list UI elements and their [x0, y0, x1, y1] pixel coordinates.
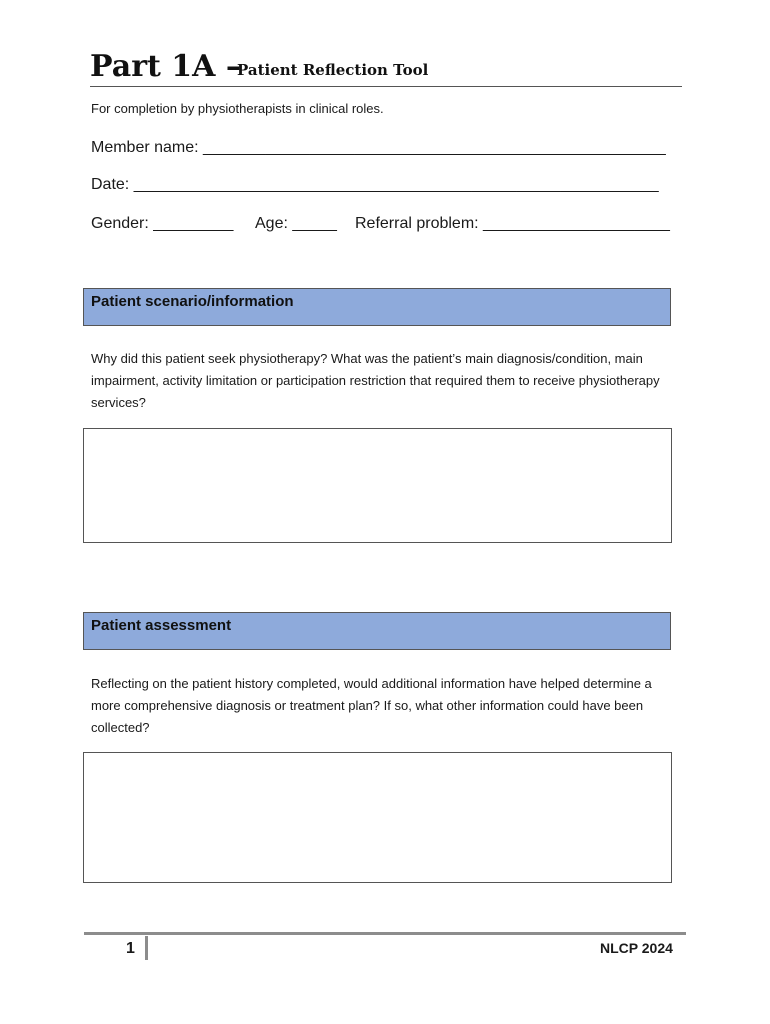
section-header-patient-scenario	[83, 288, 671, 326]
referral-problem-field[interactable]: Referral problem: _____________________	[355, 215, 670, 232]
member-name-field[interactable]: Member name: ____________________________________________________	[91, 139, 666, 156]
age-field[interactable]: Age: _____	[255, 215, 337, 232]
section-heading: Patient assessment	[91, 617, 232, 634]
question-patient-scenario: Why did this patient seek physiotherapy? What was the patient’s main diagnosis/condition, main impairment, activity limitation or participation restriction that required them to receive physiotherapy services?	[91, 351, 660, 410]
date-field[interactable]: Date: ___________________________________________________________	[91, 176, 659, 193]
section-header-patient-assessment	[83, 612, 671, 650]
question-patient-assessment: Reflecting on the patient history completed, would additional information have helped determine a more comprehensive diagnosis or treatment plan? If so, what other information could have been collected?	[91, 676, 652, 735]
page-title-block	[90, 48, 682, 87]
intro-text: For completion by physiotherapists in clinical roles.	[91, 101, 384, 116]
answer-box-patient-assessment[interactable]	[83, 752, 672, 883]
page-title: Part 1A –	[90, 49, 241, 84]
page-subtitle: Patient Reflection Tool	[237, 61, 429, 79]
page-number-divider	[145, 936, 148, 960]
footer-label: NLCP 2024	[600, 940, 673, 956]
page-number: 1	[126, 940, 135, 957]
answer-box-patient-scenario[interactable]	[83, 428, 672, 543]
section-heading: Patient scenario/information	[91, 293, 294, 310]
gender-field[interactable]: Gender: _________	[91, 215, 234, 232]
footer-divider	[84, 932, 686, 935]
